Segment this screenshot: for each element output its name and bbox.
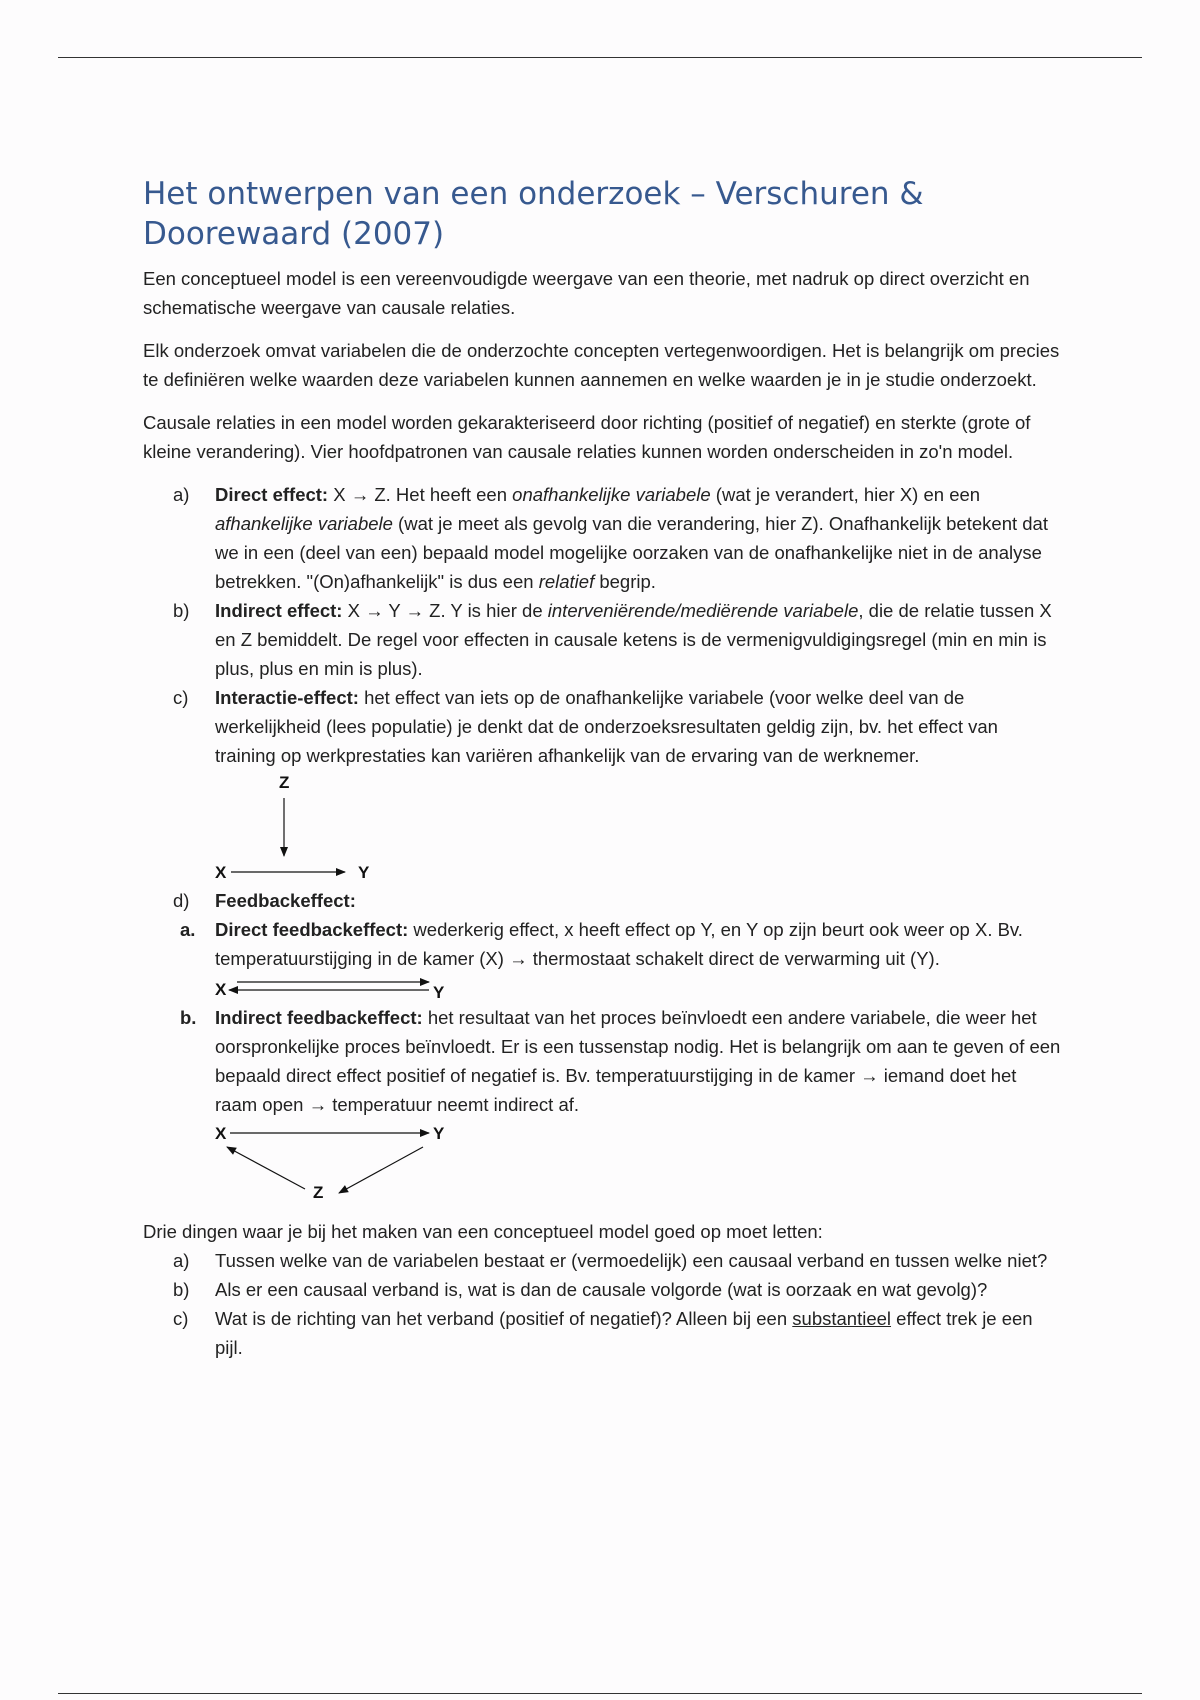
paragraph-causal-relations: Causale relaties in een model worden gekarakteriseerd door richting (positief of negatief) en sterkte (grote of kleine verandering). Vier hoofdpatronen van causale relaties kunnen worden onderscheiden in zo'n model. <box>143 412 1031 462</box>
direct-feedback-diagram <box>215 973 455 1003</box>
term-feedback-effect: Feedbackeffect: <box>215 890 356 911</box>
checklist-item <box>143 1246 1063 1275</box>
document-title: Het ontwerpen van een onderzoek – Verschuren & Doorewaard (2007) <box>143 176 924 252</box>
sub-marker: b. <box>180 1007 197 1028</box>
node-z: Z <box>279 773 290 792</box>
term-direct-feedback: Direct feedbackeffect: <box>215 919 409 940</box>
term-indirect-effect: Indirect effect: <box>215 600 343 621</box>
text-run: Wat is de richting van het verband (positief of negatief)? Alleen bij een <box>215 1308 793 1329</box>
text-run: wederkerig effect, x heeft effect op Y, en Y op zijn beurt ook weer op X. Bv. temperatuurstijging in de kamer (X) → thermostaat schakelt direct de verwarming uit (Y). <box>215 919 1023 969</box>
paragraph-intro: Een conceptueel model is een vereenvoudigde weergave van een theorie, met nadruk op direct overzicht en schematische weergave van causale relaties. <box>143 268 1030 318</box>
list-marker: c) <box>173 1308 189 1329</box>
checklist-text: Als er een causaal verband is, wat is dan de causale volgorde (wat is oorzaak en wat gevolg)? <box>215 1279 988 1300</box>
causal-patterns-list <box>143 480 1063 1205</box>
text-run: X → Z. Het heeft een <box>328 484 513 505</box>
arrow-y-to-z <box>339 1147 423 1193</box>
checklist <box>143 1246 1063 1362</box>
list-item-interaction-effect <box>143 683 1063 886</box>
checklist-intro: Drie dingen waar je bij het maken van een conceptueel model goed op moet letten: <box>143 1221 823 1242</box>
term-dependent-variable: afhankelijke variabele <box>215 513 393 534</box>
header-rule <box>58 57 1142 58</box>
sub-marker: a. <box>180 919 196 940</box>
node-x: X <box>215 1124 227 1143</box>
paragraph-variables: Elk onderzoek omvat variabelen die de onderzochte concepten vertegenwoordigen. Het is belangrijk om precies te definiëren welke waarden deze variabelen kunnen aannemen en welke waarden je in je studie onderzoekt. <box>143 340 1060 390</box>
term-indirect-feedback: Indirect feedbackeffect: <box>215 1007 423 1028</box>
list-item-indirect-effect <box>143 596 1063 683</box>
list-marker: c) <box>173 687 189 708</box>
node-x: X <box>215 863 227 882</box>
sub-item-indirect-feedback <box>143 1003 1063 1205</box>
text-run: het resultaat van het proces beïnvloedt een andere variabele, die weer het oorspronkelijke proces beïnvloedt. Er is een tussenstap nodig. Het is belangrijk om aan te geven of een bepaald direct effect positief of negatief is. Bv. temperatuurstijging in de kamer → iemand doet het raam open → temperatuur neemt indirect af. <box>215 1007 1061 1115</box>
node-x: X <box>215 980 227 999</box>
text-run: , die de relatie tussen X en Z bemiddelt. De regel voor effecten in causale ketens is de vermenigvuldigingsregel (min en min is plus, plus en min is plus). <box>215 600 1052 679</box>
interaction-effect-diagram <box>215 770 415 886</box>
footer-rule <box>58 1693 1142 1694</box>
text-run: begrip. <box>594 571 656 592</box>
indirect-feedback-diagram <box>215 1119 455 1205</box>
text-run: (wat je verandert, hier X) en een <box>710 484 981 505</box>
list-marker: a) <box>173 1250 190 1271</box>
checklist-item <box>143 1275 1063 1304</box>
list-marker: a) <box>173 484 190 505</box>
list-marker: b) <box>173 1279 190 1300</box>
node-z: Z <box>313 1183 324 1202</box>
list-item-direct-effect <box>143 480 1063 596</box>
document-page <box>143 174 1063 1362</box>
list-item-feedback-effect <box>143 886 1063 1205</box>
node-y: Y <box>358 863 370 882</box>
term-interaction-effect: Interactie-effect: <box>215 687 359 708</box>
term-direct-effect: Direct effect: <box>215 484 329 505</box>
list-marker: b) <box>173 600 190 621</box>
term-mediating-variable: interveniërende/mediërende variabele <box>547 600 859 621</box>
checklist-text: Tussen welke van de variabelen bestaat er (vermoedelijk) een causaal verband en tussen welke niet? <box>215 1250 1048 1271</box>
text-run: het effect van iets op de onafhankelijke variabele (voor welke deel van de werkelijkheid (lees populatie) je denkt dat de onderzoeksresultaten geldig zijn, bv. het effect van training op werkprestaties kan variëren afhankelijk van de ervaring van de werknemer. <box>215 687 998 766</box>
term-substantial: substantieel <box>792 1308 892 1329</box>
list-marker: d) <box>173 890 190 911</box>
text-run: effect trek je een pijl. <box>215 1308 1033 1358</box>
text-run: (wat je meet als gevolg van die verandering, hier Z). Onafhankelijk betekent dat we in een (deel van een) bepaald model mogelijke oorzaken van de onafhankelijke niet in de analyse betrekken. "(On)afhankelijk" is dus een <box>215 513 1048 592</box>
sub-item-direct-feedback <box>143 915 1063 1003</box>
text-run: X → Y → Z. Y is hier de <box>342 600 548 621</box>
node-y: Y <box>433 1124 445 1143</box>
arrow-z-to-x <box>227 1147 305 1189</box>
checklist-item <box>143 1304 1063 1362</box>
term-relative: relatief <box>538 571 595 592</box>
node-y: Y <box>433 983 445 1002</box>
term-independent-variable: onafhankelijke variabele <box>512 484 711 505</box>
